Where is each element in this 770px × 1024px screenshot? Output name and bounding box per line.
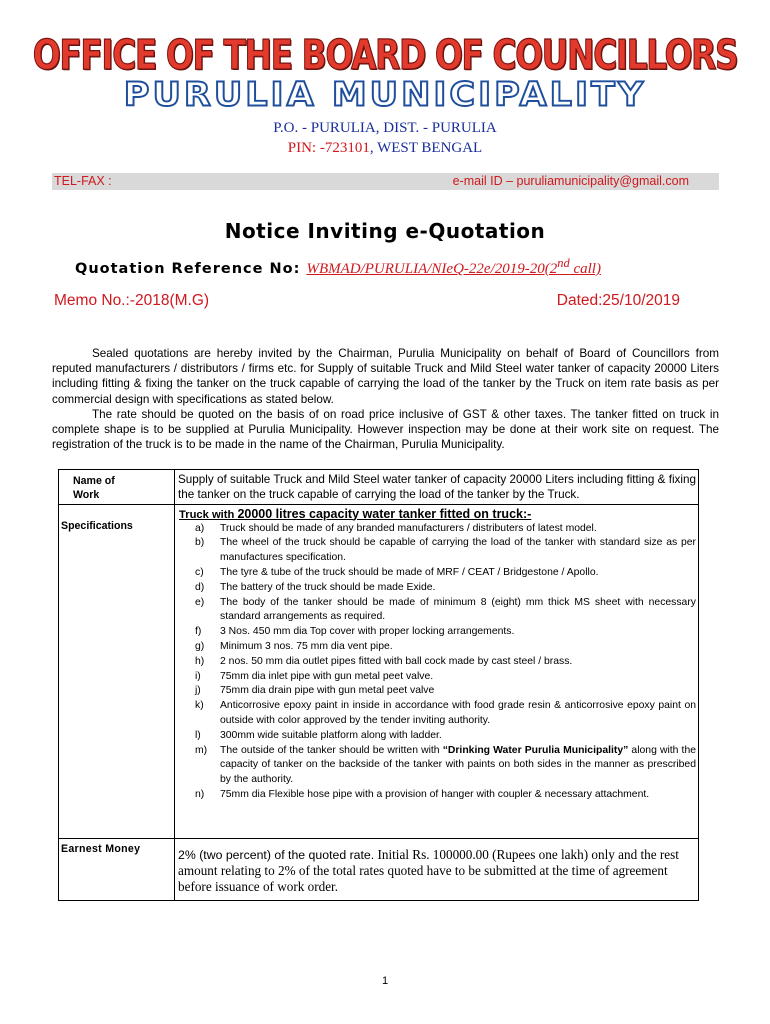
list-item [178, 625, 696, 640]
list-item-marker: k) [195, 700, 204, 712]
ref-value-call: call) [569, 261, 601, 277]
state-name: , WEST BENGAL [369, 140, 483, 156]
table-row-earnest-money [59, 838, 699, 900]
notice-date: Dated:25/10/2019 [556, 292, 680, 309]
earnest-money-details: Initial Rs. 100000.00 (Rupees one lakh) only and the rest amount relating to 2% of the total rates quoted have to be submitted at the time of agreement before issuance of work order. [178, 846, 679, 895]
list-item-text: 75mm dia drain pipe with gun metal peet valve [220, 685, 435, 697]
list-item-marker: l) [195, 729, 201, 741]
name-of-work-label-line1: Name of [73, 475, 115, 487]
list-item-text: 300mm wide suitable platform along with ladder. [220, 729, 442, 741]
list-item [178, 684, 696, 699]
spec-heading-part2: 20000 litres capacity water tanker fitted on truck:- [237, 506, 532, 521]
list-item-text: The outside of the tanker should be written with [220, 744, 443, 756]
list-item-marker: a) [195, 522, 205, 534]
quotation-reference [75, 256, 601, 278]
list-item-text: 2 nos. 50 mm dia outlet pipes fitted with ball cock made by cast steel / brass. [220, 655, 573, 667]
list-item-text: The wheel of the truck should be capable of carrying the load of the tanker with standard size as per manufactures specification. [220, 537, 696, 564]
list-item [178, 655, 696, 670]
list-item-marker: n) [195, 788, 205, 800]
list-item-text: The tyre & tube of the truck should be made of MRF / CEAT / Bridgestone / Apollo. [220, 566, 599, 578]
notice-body [52, 346, 719, 452]
list-item-marker: e) [195, 596, 205, 608]
pin-code: PIN: -723101 [287, 140, 370, 156]
list-item [178, 596, 696, 626]
list-item [178, 699, 696, 729]
specifications-label: Specifications [59, 504, 175, 838]
list-item-marker: m) [195, 744, 208, 756]
specifications-heading [179, 507, 696, 521]
contact-band [52, 173, 719, 190]
list-item [178, 566, 696, 581]
list-item-text-continued: along with the capacity of tanker on the backside of the tanker with paints on both sides in the manner as prescribed by the authority. [220, 744, 697, 786]
list-item-text: 75mm dia inlet pipe with gun metal peet valve. [220, 670, 434, 682]
list-item-emphasis: “Drinking Water Purulia Municipality” [442, 744, 629, 756]
earnest-money-label: Earnest Money [59, 838, 175, 900]
pin-line [0, 140, 770, 157]
specifications-value [175, 504, 699, 838]
notice-title: Notice Inviting e-Quotation [224, 219, 546, 243]
page-number: 1 [381, 975, 389, 987]
list-item-text: Anticorrosive epoxy paint in inside in accordance with food grade resin & anticorrosive epoxy paint on outside with color approved by the tender inviting authority. [220, 700, 696, 726]
tel-fax-label: TEL-FAX : [54, 174, 112, 188]
ref-value-main: WBMAD/PURULIA/NIeQ-22e/2019-20(2 [306, 261, 558, 277]
specification-table [58, 469, 699, 901]
email-address: e-mail ID – puruliamunicipality@gmail.com [452, 174, 689, 188]
list-item [178, 729, 696, 744]
list-item-text: The battery of the truck should be made Exide. [220, 581, 436, 593]
list-item [178, 522, 696, 537]
list-item [178, 670, 696, 685]
list-item-text: Minimum 3 nos. 75 mm dia vent pipe. [220, 640, 393, 652]
list-item [178, 581, 696, 596]
name-of-work-label-line2: Work [73, 489, 100, 501]
name-of-work-label [59, 470, 175, 505]
list-item-marker: h) [195, 655, 205, 667]
list-item-text: The body of the tanker should be made of minimum 8 (eight) mm thick MS sheet with necessary standard arrangements as required. [220, 596, 696, 623]
list-item [178, 788, 696, 803]
list-item [178, 640, 696, 655]
list-item [178, 536, 696, 566]
memo-number: Memo No.:-2018(M.G) [54, 292, 210, 309]
list-item-text: Truck should be made of any branded manufacturers / distributers of latest model. [220, 522, 597, 534]
earnest-money-percent: 2% (two percent) of the quoted rate. [178, 847, 375, 862]
list-item-marker: d) [195, 581, 205, 593]
list-item-marker: j) [195, 685, 201, 697]
paragraph-invitation: Sealed quotations are hereby invited by the Chairman, Purulia Municipality on behalf of Board of Councillors from reputed manufacturers / distributors / firms etc. for Supply of suitable Truck and Mild Steel water tanker of capacity 20000 Liters including fitting & fixing the tanker on the truck capable of carrying the load of the tanker by the Truck on item rate basis as per commercial design with specifications as stated below. [52, 347, 719, 406]
list-item-text: 75mm dia Flexible hose pipe with a provision of hanger with coupler & necessary attachment. [220, 788, 650, 800]
list-item-marker: f) [195, 626, 202, 638]
spec-heading-part1: Truck with [179, 508, 238, 521]
list-item-marker: i) [195, 670, 201, 682]
specifications-list [178, 522, 696, 803]
quotation-ref-label: Quotation Reference No [75, 261, 294, 277]
office-heading: OFFICE OF THE BOARD OF COUNCILLORS [32, 30, 738, 79]
table-row-name-of-work [59, 470, 699, 505]
name-of-work-value: Supply of suitable Truck and Mild Steel water tanker of capacity 20000 Liters including fitting & fixing the tanker on the truck capable of carrying the load of the tanker by the Truck. [175, 470, 699, 505]
earnest-money-value [175, 838, 699, 900]
municipality-heading: PURULIA MUNICIPALITY [123, 76, 647, 114]
quotation-ref-value [306, 256, 601, 277]
list-item-text: 3 Nos. 450 mm dia Top cover with proper locking arrangements. [220, 626, 515, 638]
list-item-marker: c) [195, 566, 204, 578]
list-item [178, 744, 696, 788]
list-item-marker: b) [195, 537, 205, 549]
address-line: P.O. - PURULIA, DIST. - PURULIA [273, 120, 497, 136]
quotation-ref-colon: : [293, 261, 307, 277]
table-row-specifications [59, 504, 699, 838]
list-item-marker: g) [195, 640, 205, 652]
ref-value-sup: nd [557, 256, 570, 270]
paragraph-rates: The rate should be quoted on the basis of on road price inclusive of GST & other taxes. The tanker fitted on truck in complete shape is to be supplied at Purulia Municipality. However inspection may be done at their work site on request. The registration of the truck is to be made in the name of the Chairman, Purulia Municipality. [52, 407, 719, 452]
